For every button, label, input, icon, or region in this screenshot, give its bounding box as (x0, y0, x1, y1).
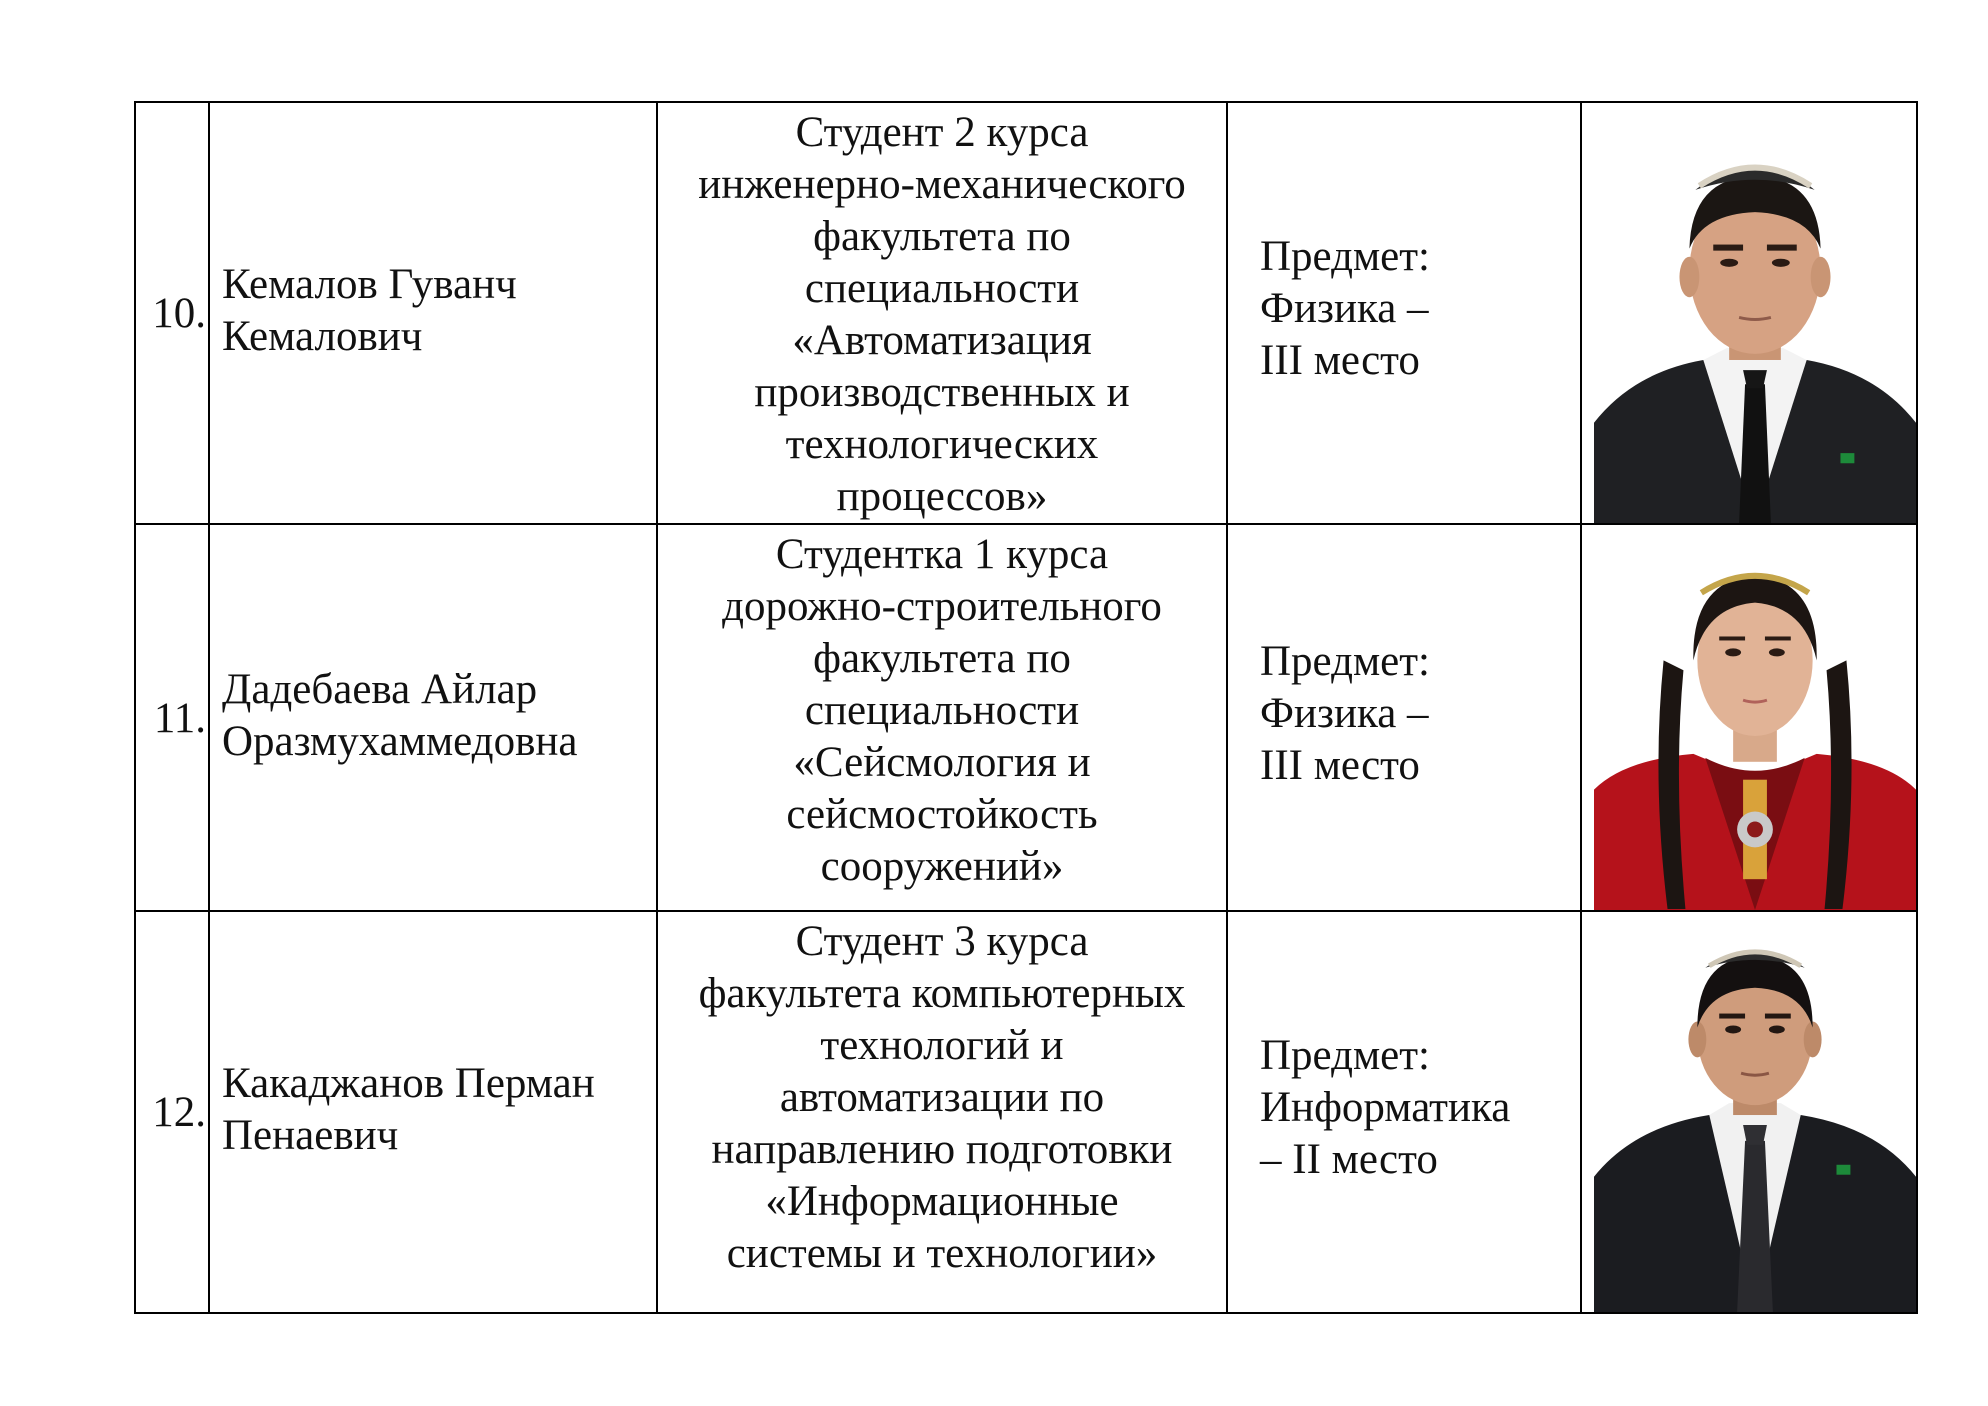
description-line: процессов» (836, 473, 1048, 520)
description-line: направлению подготовки (711, 1126, 1173, 1173)
description-line: производственных и (754, 369, 1130, 416)
subject-result-line: Физика – (1260, 689, 1429, 737)
student-description (657, 102, 1227, 524)
row-number: 12. (135, 911, 209, 1313)
table-row (135, 524, 1917, 911)
description-line: специальности (804, 265, 1080, 312)
student-description (657, 911, 1227, 1313)
photo-cell (1581, 524, 1917, 911)
row-number: 11. (135, 524, 209, 911)
subject-cell (1227, 102, 1581, 524)
description-line: «Автоматизация (792, 317, 1092, 364)
winners-table (134, 101, 1918, 1314)
description-line: Студент 2 курса (795, 109, 1089, 156)
subject-result-line: III место (1260, 337, 1420, 384)
subject-cell (1227, 911, 1581, 1313)
description-line: сейсмостойкость (786, 791, 1098, 838)
description-line: дорожно-строительного (722, 583, 1162, 630)
subject-result-line: Физика – (1260, 285, 1429, 332)
description-line: инженерно-механического (698, 161, 1186, 208)
photo-cell (1581, 102, 1917, 524)
student-surname-first-name: Дадебаева Айлар (222, 665, 538, 713)
male-student-portrait (1594, 928, 1916, 1312)
student-description (657, 524, 1227, 911)
subject-result-line: III место (1260, 741, 1420, 789)
student-patronymic: Пенаевич (222, 1112, 399, 1159)
table-row (135, 102, 1917, 524)
student-surname-first-name: Кемалов Гуванч (222, 261, 517, 308)
student-name (209, 911, 657, 1313)
student-patronymic: Оразмухаммедовна (222, 717, 578, 765)
female-student-portrait (1594, 541, 1916, 910)
subject-label: Предмет: (1260, 1032, 1430, 1079)
description-line: факультета компьютерных (698, 970, 1186, 1017)
description-line: Студентка 1 курса (775, 531, 1109, 578)
subject-result-line: – II место (1260, 1136, 1438, 1183)
description-line: факультета по (813, 635, 1071, 682)
subject-label: Предмет: (1260, 637, 1430, 685)
male-student-portrait (1594, 119, 1916, 523)
student-surname-first-name: Какаджанов Перман (222, 1060, 595, 1107)
description-line: технологических (785, 421, 1099, 468)
description-line: системы и технологии» (726, 1230, 1158, 1277)
description-line: сооружений» (820, 843, 1064, 890)
subject-result-line: Информатика (1260, 1084, 1511, 1131)
description-line: факультета по (813, 213, 1071, 260)
row-number: 10. (135, 102, 209, 524)
description-line: «Информационные (765, 1178, 1119, 1225)
description-line: «Сейсмология и (793, 739, 1091, 786)
student-patronymic: Кемалович (222, 313, 423, 360)
description-line: технологий и (820, 1022, 1064, 1069)
description-line: Студент 3 курса (795, 918, 1089, 965)
student-name (209, 524, 657, 911)
subject-cell (1227, 524, 1581, 911)
description-line: специальности (804, 687, 1080, 734)
table-row (135, 911, 1917, 1313)
student-name (209, 102, 657, 524)
subject-label: Предмет: (1260, 233, 1430, 280)
description-line: автоматизации по (779, 1074, 1105, 1121)
photo-cell (1581, 911, 1917, 1313)
